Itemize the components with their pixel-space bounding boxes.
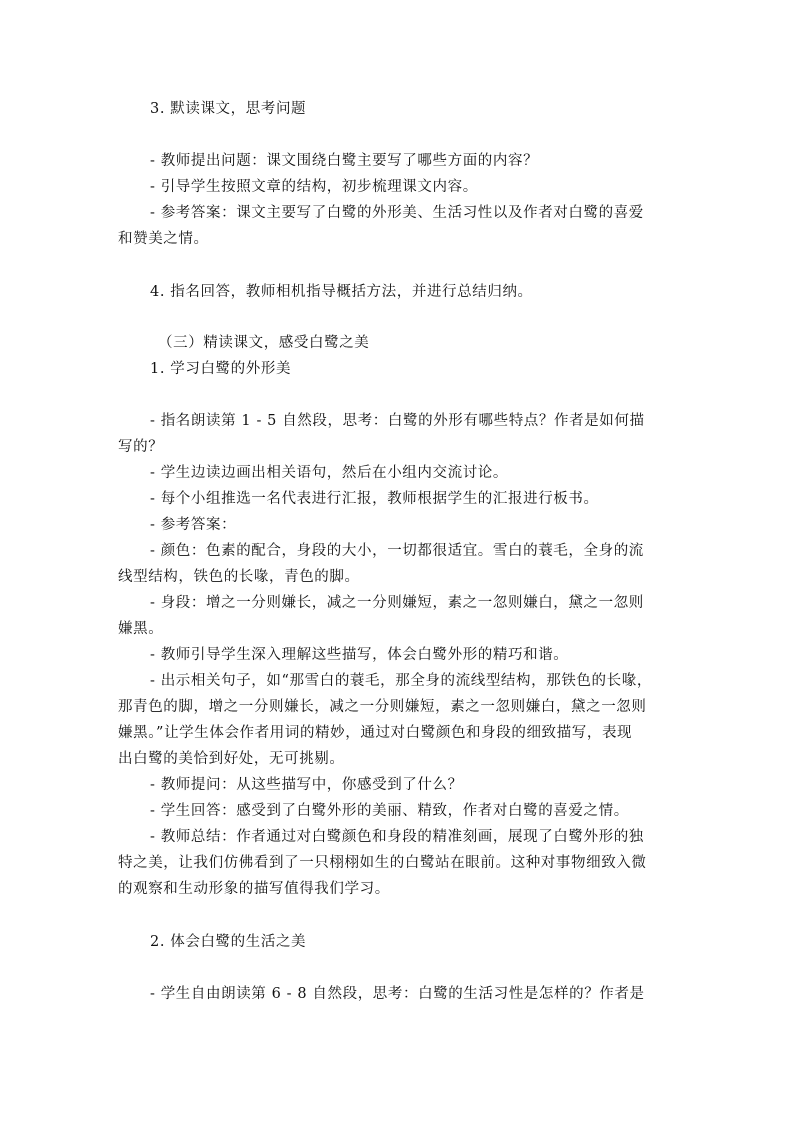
paragraph-line: - 教师总结：作者通过对白鹭颜色和身段的精准刻画，展现了白鹭外形的独 xyxy=(150,829,644,845)
paragraph-line: - 学生自由朗读第 6 - 8 自然段，思考：白鹭的生活习性是怎样的？作者是 xyxy=(150,986,645,1002)
subheading-2: 2. 体会白鹭的生活之美 xyxy=(150,934,307,950)
paragraph-line: 特之美，让我们仿佛看到了一只栩栩如生的白鹭站在眼前。这种对事物细致入微 xyxy=(118,855,647,871)
paragraph-line: 写的？ xyxy=(118,439,164,455)
paragraph-line: 和赞美之情。 xyxy=(118,231,209,247)
paragraph-line: - 教师提问：从这些描写中，你感受到了什么？ xyxy=(150,777,463,793)
paragraph-line: 嫌黑。 xyxy=(118,621,164,637)
paragraph-line: - 指名朗读第 1 - 5 自然段，思考：白鹭的外形有哪些特点？作者是如何描 xyxy=(150,413,645,429)
paragraph-line: - 学生边读边画出相关语句，然后在小组内交流讨论。 xyxy=(150,465,509,481)
paragraph-line: - 引导学生按照文章的结构，初步梳理课文内容。 xyxy=(150,179,478,195)
paragraph-line: - 颜色：色素的配合，身段的大小，一切都很适宜。雪白的蓑毛，全身的流 xyxy=(150,543,644,559)
subheading-1: 1. 学习白鹭的外形美 xyxy=(150,361,292,377)
paragraph-line: - 参考答案：课文主要写了白鹭的外形美、生活习性以及作者对白鹭的喜爱 xyxy=(150,205,644,221)
paragraph-line: - 教师引导学生深入理解这些描写，体会白鹭外形的精巧和谐。 xyxy=(150,647,569,663)
paragraph-line: - 每个小组推选一名代表进行汇报，教师根据学生的汇报进行板书。 xyxy=(150,491,599,507)
paragraph-line: 的观察和生动形象的描写值得我们学习。 xyxy=(118,881,390,897)
paragraph-line: - 出示相关句子，如“那雪白的蓑毛，那全身的流线型结构，那铁色的长喙， xyxy=(150,673,652,689)
paragraph-line: - 教师提出问题：课文围绕白鹭主要写了哪些方面的内容？ xyxy=(150,153,539,169)
section-heading: （三）精读课文，感受白鹭之美 xyxy=(158,335,370,351)
paragraph-line: 线型结构，铁色的长喙，青色的脚。 xyxy=(118,569,360,585)
paragraph-line: 嫌黑。”让学生体会作者用词的精妙，通过对白鹭颜色和身段的细致描写，表现 xyxy=(118,725,633,741)
paragraph-line: - 学生回答：感受到了白鹭外形的美丽、精致，作者对白鹭的喜爱之情。 xyxy=(150,803,629,819)
paragraph-line: - 身段：增之一分则嫌长，减之一分则嫌短，素之一忽则嫌白，黛之一忽则 xyxy=(150,595,644,611)
paragraph-line: 那青色的脚，增之一分则嫌长，减之一分则嫌短，素之一忽则嫌白，黛之一忽则 xyxy=(118,699,647,715)
heading-step-4: 4. 指名回答，教师相机指导概括方法，并进行总结归纳。 xyxy=(150,284,533,300)
paragraph-line: - 参考答案： xyxy=(150,517,237,533)
heading-step-3: 3. 默读课文，思考问题 xyxy=(150,101,307,117)
paragraph-line: 出白鹭的美恰到好处，无可挑剔。 xyxy=(118,751,345,767)
